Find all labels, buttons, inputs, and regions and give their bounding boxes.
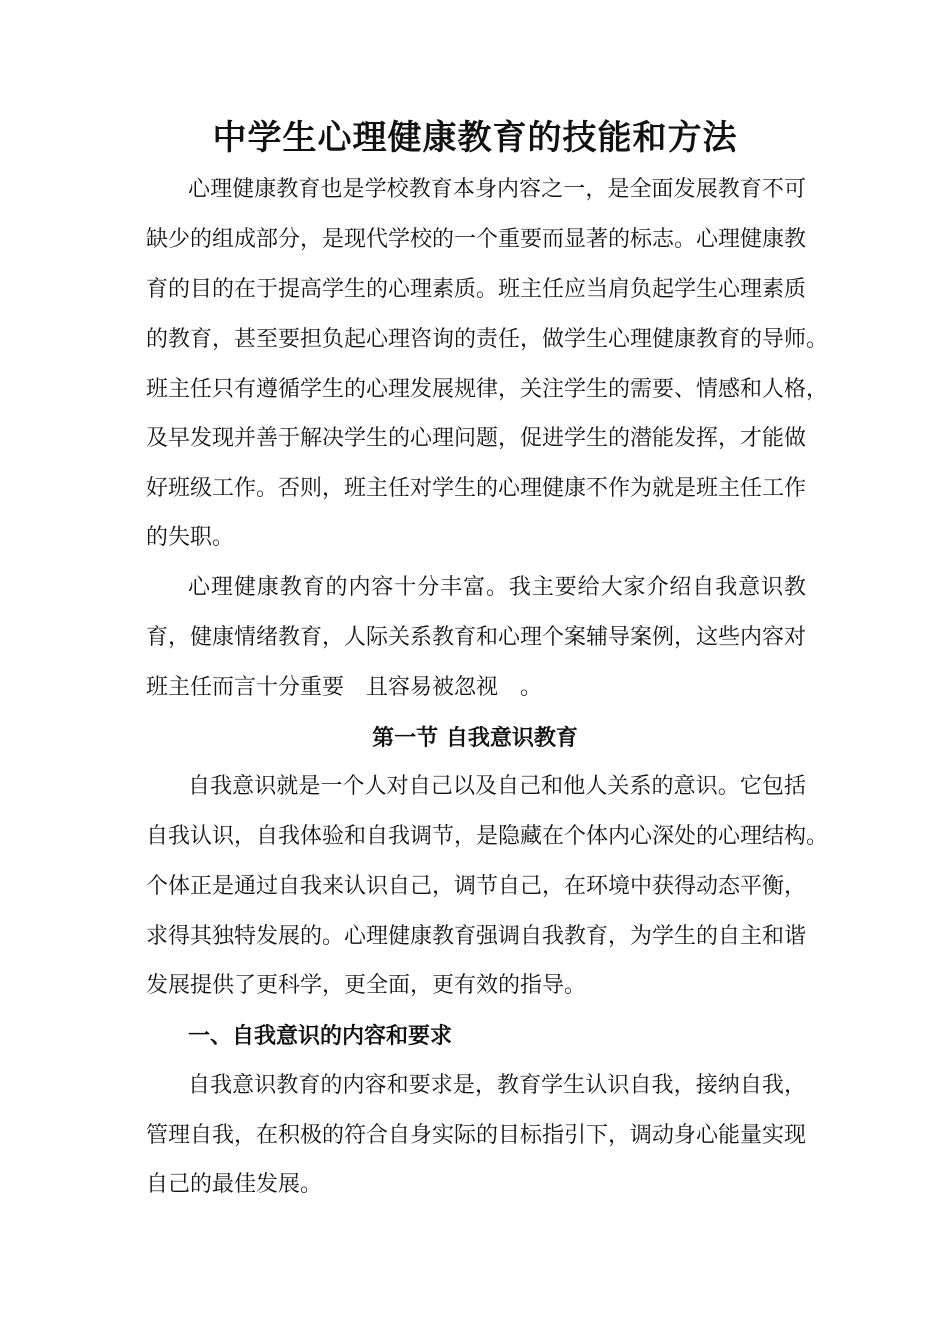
paragraph-line: 自我意识就是一个人对自己以及自己和他人关系的意识。它包括 (188, 774, 806, 799)
paragraph-line: 自我认识，自我体验和自我调节，是隐藏在个体内心深处的心理结构。 (146, 824, 829, 849)
paragraph-line: 好班级工作。否则，班主任对学生的心理健康不作为就是班主任工作 (146, 476, 807, 501)
paragraph-line: 缺少的组成部分，是现代学校的一个重要而显著的标志。心理健康教 (146, 227, 807, 252)
paragraph-line: 班主任只有遵循学生的心理发展规律，关注学生的需要、情感和人格， (146, 377, 829, 402)
paragraph-line: 自我意识教育的内容和要求是，教育学生认识自我，接纳自我， (188, 1073, 806, 1098)
paragraph-line: 管理自我，在积极的符合自身实际的目标指引下，调动身心能量实现 (146, 1123, 807, 1148)
paragraph-line: 自己的最佳发展。 (146, 1172, 323, 1197)
section-heading: 第一节 自我意识教育 (372, 725, 578, 751)
paragraph-line: 育的目的在于提高学生的心理素质。班主任应当肩负起学生心理素质 (146, 277, 807, 302)
document-title: 中学生心理健康教育的技能和方法 (212, 118, 738, 158)
paragraph-line: 的失职。 (146, 525, 235, 550)
paragraph-line: 发展提供了更科学，更全面，更有效的指导。 (146, 973, 587, 998)
subheading: 一、自我意识的内容和要求 (188, 1023, 453, 1049)
paragraph-line: 求得其独特发展的。心理健康教育强调自我教育，为学生的自主和谐 (146, 924, 807, 949)
paragraph-line: 育，健康情绪教育，人际关系教育和心理个案辅导案例，这些内容对 (146, 625, 807, 650)
paragraph-line: 的教育，甚至要担负起心理咨询的责任，做学生心理健康教育的导师。 (146, 327, 829, 352)
paragraph-line: 心理健康教育的内容十分丰富。我主要给大家介绍自我意识教 (188, 575, 806, 600)
paragraph-line: 个体正是通过自我来认识自己，调节自己，在环境中获得动态平衡， (146, 874, 807, 899)
paragraph-line: 心理健康教育也是学校教育本身内容之一，是全面发展教育不可 (188, 177, 806, 202)
paragraph-line: 及早发现并善于解决学生的心理问题，促进学生的潜能发挥，才能做 (146, 426, 807, 451)
paragraph-line: 班主任而言十分重要 且容易被忽视 。 (146, 675, 543, 700)
